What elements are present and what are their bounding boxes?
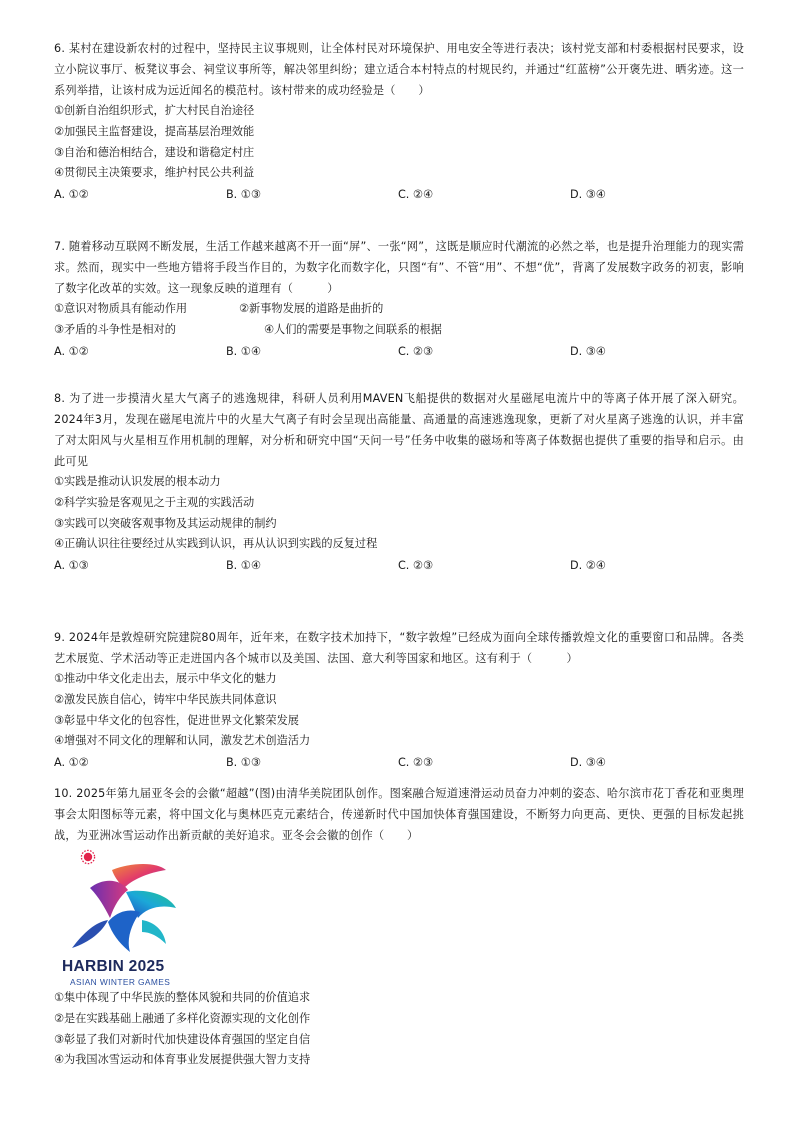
sun-icon xyxy=(81,850,94,863)
choice-b[interactable]: B. ①③ xyxy=(226,756,261,770)
question-6-option-2: ②加强民主监督建设，提高基层治理效能 xyxy=(54,124,255,138)
question-10-option-1: ①集中体现了中华民族的整体风貌和共同的价值追求 xyxy=(54,991,311,1004)
question-6-stem: 6. 某村在建设新农村的过程中，坚持民主议事规则，让全体村民对环境保护、用电安全等进行表决；该村党支部和村委根据村民要求，设立小院议事厅、板凳议事会、祠堂议事所等，解决邻里纠纷；建立适合本村特点的村规民约，并通过“红蓝榜”公开褒先进、晒劣迹。这一系列举措，让该村成为远近闻名的模范村。该村带来的成功经验是（ ） xyxy=(54,42,744,97)
question-10-options xyxy=(54,988,744,1071)
question-10-option-3: ③彰显了我们对新时代加快建设体育强国的坚定自信 xyxy=(54,1032,311,1046)
question-6-choices xyxy=(54,184,744,205)
choice-c[interactable]: C. ②③ xyxy=(398,344,433,358)
choice-d[interactable]: D. ③④ xyxy=(570,756,606,770)
emblem-title: HARBIN 2025 xyxy=(62,958,165,975)
question-9-option-3: ③彰显中华文化的包容性，促进世界文化繁荣发展 xyxy=(54,713,299,727)
question-9-stem: 9. 2024年是敦煌研究院建院80周年，近年来，在数字技术加持下，“数字敦煌”已经成为面向全球传播敦煌文化的重要窗口和品牌。各类艺术展览、学术活动等正走进国内各个城市以及美国、法国、意大利等国家和地区。这有利于（ ） xyxy=(54,631,744,665)
emblem-graphic-icon xyxy=(62,848,187,956)
question-8 xyxy=(54,388,744,576)
choice-a[interactable]: A. ①② xyxy=(54,756,89,770)
choice-b[interactable]: B. ①③ xyxy=(226,188,261,202)
question-7-option-3: ③矛盾的斗争性是相对的 xyxy=(54,322,176,336)
choice-c[interactable]: C. ②③ xyxy=(398,756,433,770)
question-10 xyxy=(54,783,744,846)
question-8-option-1: ①实践是推动认识发展的根本动力 xyxy=(54,475,221,488)
choice-d[interactable]: D. ③④ xyxy=(570,188,606,202)
harbin-2025-emblem xyxy=(62,848,187,988)
question-6 xyxy=(54,38,744,205)
question-8-stem: 8. 为了进一步摸清火星大气离子的逃逸规律，科研人员利用MAVEN飞船提供的数据对火星磁尾电流片中的等离子体开展了深入研究。2024年3月，发现在磁尾电流片中的火星大气离子有时会呈现出高能量、高通量的高速逃逸现象，更新了对火星离子逃逸的认识，并丰富了对太阳风与火星相互作用机制的理解，对分析和研究中国“天问一号”任务中收集的磁场和等离子体数据也提供了重要的指导和启示。由此可见 xyxy=(54,392,744,468)
question-7 xyxy=(54,236,744,362)
question-9-option-4: ④增强对不同文化的理解和认同，激发艺术创造活力 xyxy=(54,734,311,748)
choice-b[interactable]: B. ①④ xyxy=(226,559,261,573)
question-6-option-1: ①创新自治组织形式，扩大村民自治途径 xyxy=(54,104,255,117)
question-7-stem: 7. 随着移动互联网不断发展，生活工作越来越离不开一面“屏”、一张“网”，这既是顺应时代潮流的必然之举，也是提升治理能力的现实需求。然而，现实中一些地方错将手段当作目的，为数字化而数字化，只图“有”、不管“用”、不想“优”，背离了发展数字政务的初衷，影响了数字化改革的实效。这一现象反映的道理有（ ） xyxy=(54,240,744,295)
question-9-option-1: ①推动中华文化走出去，展示中华文化的魅力 xyxy=(54,672,277,685)
question-9-choices xyxy=(54,752,744,773)
question-7-option-1: ①意识对物质具有能动作用 xyxy=(54,302,188,315)
choice-a[interactable]: A. ①③ xyxy=(54,559,89,573)
choice-c[interactable]: C. ②③ xyxy=(398,559,433,573)
question-9 xyxy=(54,627,744,773)
question-10-option-2: ②是在实践基础上融通了多样化资源实现的文化创作 xyxy=(54,1011,311,1025)
question-7-options-row-2 xyxy=(54,320,744,341)
question-10-option-4: ④为我国冰雪运动和体育事业发展提供强大智力支持 xyxy=(54,1053,311,1067)
question-7-option-2: ②新事物发展的道路是曲折的 xyxy=(239,302,384,315)
choice-d[interactable]: D. ②④ xyxy=(570,559,606,573)
question-8-choices xyxy=(54,555,744,576)
choice-b[interactable]: B. ①④ xyxy=(226,344,261,358)
choice-a[interactable]: A. ①② xyxy=(54,188,89,202)
choice-a[interactable]: A. ①② xyxy=(54,344,89,358)
choice-d[interactable]: D. ③④ xyxy=(570,344,606,358)
question-9-option-2: ②激发民族自信心，铸牢中华民族共同体意识 xyxy=(54,692,277,706)
emblem-subtitle: ASIAN WINTER GAMES xyxy=(70,977,171,987)
question-7-choices xyxy=(54,341,744,362)
question-8-option-3: ③实践可以突破客观事物及其运动规律的制约 xyxy=(54,516,277,530)
question-7-options-row-1 xyxy=(54,299,744,320)
question-8-option-4: ④正确认识往往要经过从实践到认识，再从认识到实践的反复过程 xyxy=(54,537,378,551)
question-7-option-4: ④人们的需要是事物之间联系的根据 xyxy=(264,322,442,336)
question-6-option-4: ④贯彻民主决策要求，维护村民公共利益 xyxy=(54,166,255,180)
question-8-option-2: ②科学实验是客观见之于主观的实践活动 xyxy=(54,495,255,509)
choice-c[interactable]: C. ②④ xyxy=(398,188,433,202)
question-6-option-3: ③自治和德治相结合，建设和谐稳定村庄 xyxy=(54,145,255,159)
question-10-stem: 10. 2025年第九届亚冬会的会徽“超越”(图)由清华美院团队创作。图案融合短道速滑运动员奋力冲刺的姿态、哈尔滨市花丁香花和亚奥理事会太阳图标等元素，将中国文化与奥林匹克元素结合，传递新时代中国加快体育强国建设，不断努力向更高、更快、更强的目标发起挑战，为亚洲冰雪运动作出新贡献的美好追求。亚冬会会徽的创作（ ） xyxy=(54,787,744,842)
